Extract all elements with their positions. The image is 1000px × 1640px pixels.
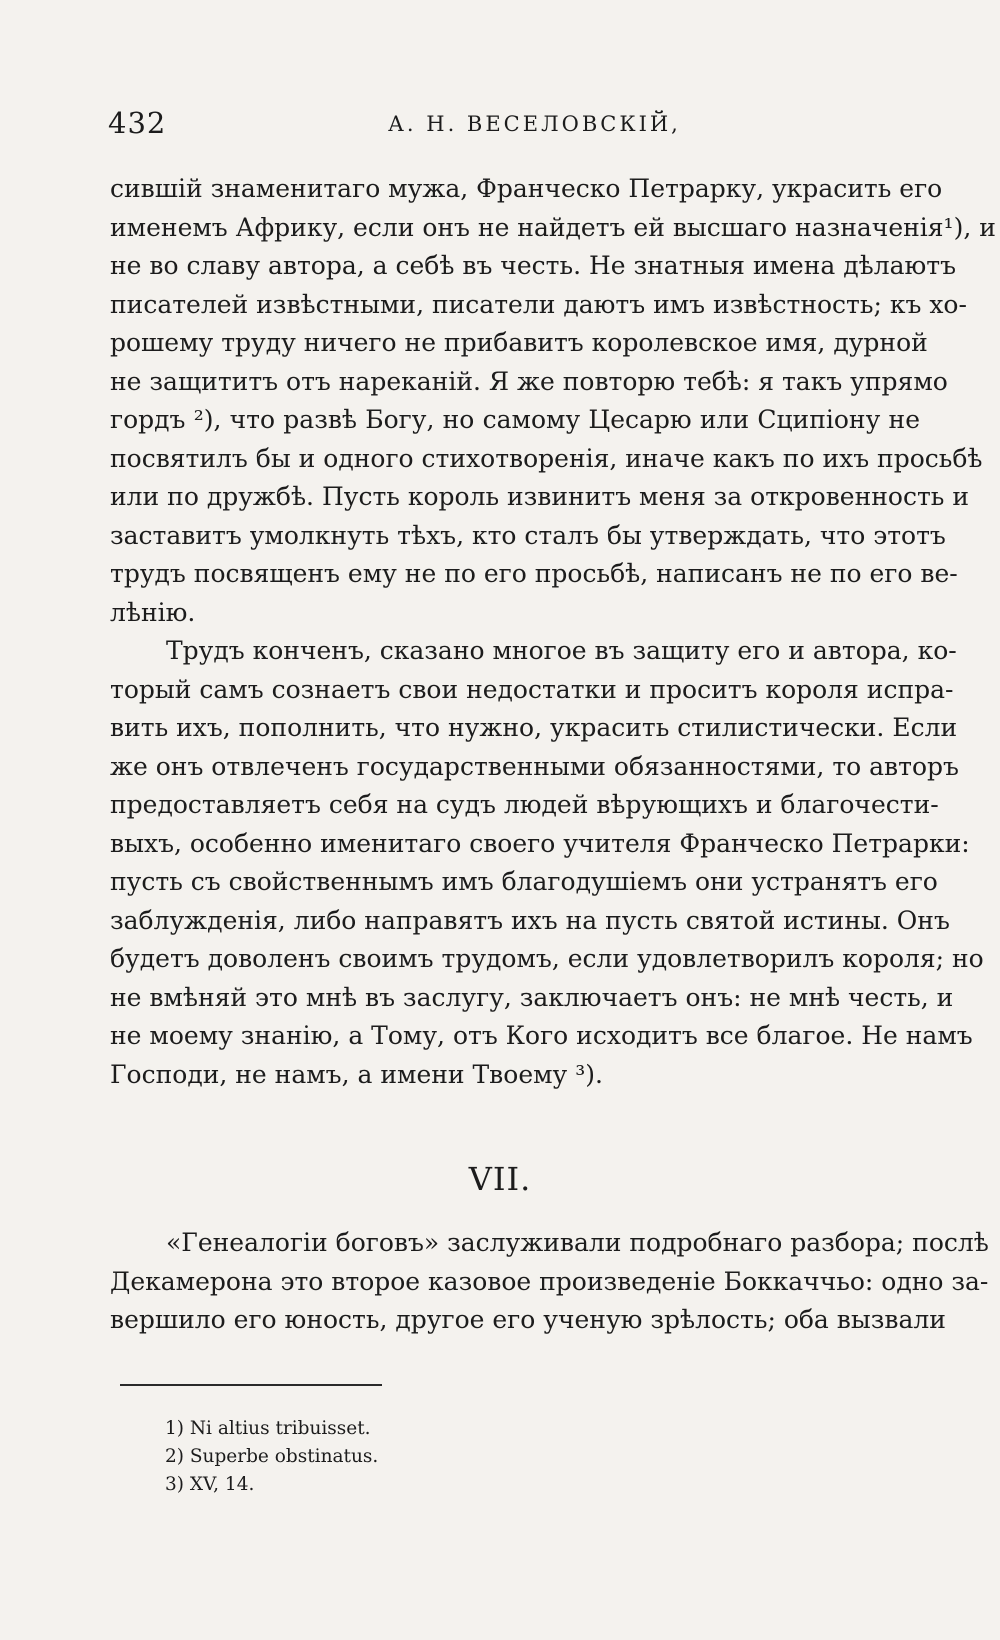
running-head — [108, 106, 930, 146]
text-line: посвятилъ бы и одного стихотворенія, иначе какъ по ихъ просьбѣ — [110, 443, 983, 473]
text-line: Господи, не намъ, а имени Твоему ³). — [110, 1059, 603, 1089]
text-line: трудъ посвященъ ему не по его просьбѣ, написанъ не по его ве- — [110, 559, 958, 588]
text-line: или по дружбѣ. Пусть король извинитъ меня за откровенность и — [110, 482, 970, 511]
paragraph-2 — [110, 632, 984, 1094]
text-line: не моему знанію, а Тому, отъ Кого исходитъ все благое. Не намъ — [110, 1021, 973, 1050]
footnote: 3) XV, 14. — [165, 1474, 255, 1495]
text-line: предоставляетъ себя на судъ людей вѣрующихъ и благочести- — [110, 790, 939, 819]
paragraph-1 — [110, 170, 996, 632]
text-line: заставитъ умолкнуть тѣхъ, кто сталъ бы утверждать, что этотъ — [110, 520, 946, 550]
text-line: лѣнію. — [110, 597, 196, 627]
text-line: пусть съ свойственнымъ имъ благодушіемъ они устранятъ его — [110, 867, 938, 896]
text-line: не защититъ отъ нареканій. Я же повторю тебѣ: я такъ упрямо — [110, 366, 948, 396]
text-line: Трудъ конченъ, сказано многое въ защиту его и автора, ко- — [166, 636, 957, 665]
text-line: не во славу автора, а себѣ въ честь. Не знатныя имена дѣлаютъ — [110, 251, 956, 280]
header-title: А. Н. ВЕСЕЛОВСКІЙ, — [388, 112, 681, 136]
text-line: гордъ ²), что развѣ Богу, но самому Цесарю или Сципіону не — [110, 405, 920, 434]
text-line: выхъ, особенно именитаго своего учителя Франческо Петрарки: — [110, 828, 970, 858]
text-line: вершило его юность, другое его ученую зрѣлость; оба вызвали — [110, 1305, 946, 1334]
footnote: 1) Ni altius tribuisset. — [165, 1418, 371, 1439]
text-line: не вмѣняй это мнѣ въ заслугу, заключаетъ онъ: не мнѣ честь, и — [110, 982, 954, 1012]
text-line: торый самъ сознаетъ свои недостатки и проситъ короля испра- — [110, 674, 954, 704]
text-line: вить ихъ, пополнить, что нужно, украсить стилистически. Если — [110, 713, 958, 742]
footnotes — [165, 1415, 378, 1499]
text-line: рошему труду ничего не прибавитъ королевское имя, дурной — [110, 328, 928, 357]
text-line: заблужденія, либо направятъ ихъ на пусть святой истины. Онъ — [110, 905, 950, 935]
text-line: писателей извѣстными, писатели даютъ имъ извѣстность; къ хо- — [110, 289, 967, 319]
text-line: будетъ доволенъ своимъ трудомъ, если удовлетворилъ короля; но — [110, 944, 984, 973]
footnote-divider — [120, 1384, 382, 1386]
text-line: сившій знаменитаго мужа, Франческо Петрарку, украсить его — [110, 174, 943, 203]
page-number: 432 — [108, 106, 167, 140]
section-text — [110, 1224, 989, 1340]
text-line: именемъ Африку, если онъ не найдетъ ей высшаго назначенія¹), и — [110, 212, 996, 242]
body-text — [110, 170, 996, 1094]
text-line: же онъ отвлеченъ государственными обязанностями, то авторъ — [110, 751, 959, 781]
footnote: 2) Superbe obstinatus. — [165, 1446, 379, 1467]
section-heading: VII. — [468, 1160, 532, 1198]
text-line: «Генеалогіи боговъ» заслуживали подробнаго разбора; послѣ — [166, 1228, 989, 1257]
text-line: Декамерона это второе казовое произведеніе Боккаччьо: одно за- — [110, 1266, 989, 1296]
